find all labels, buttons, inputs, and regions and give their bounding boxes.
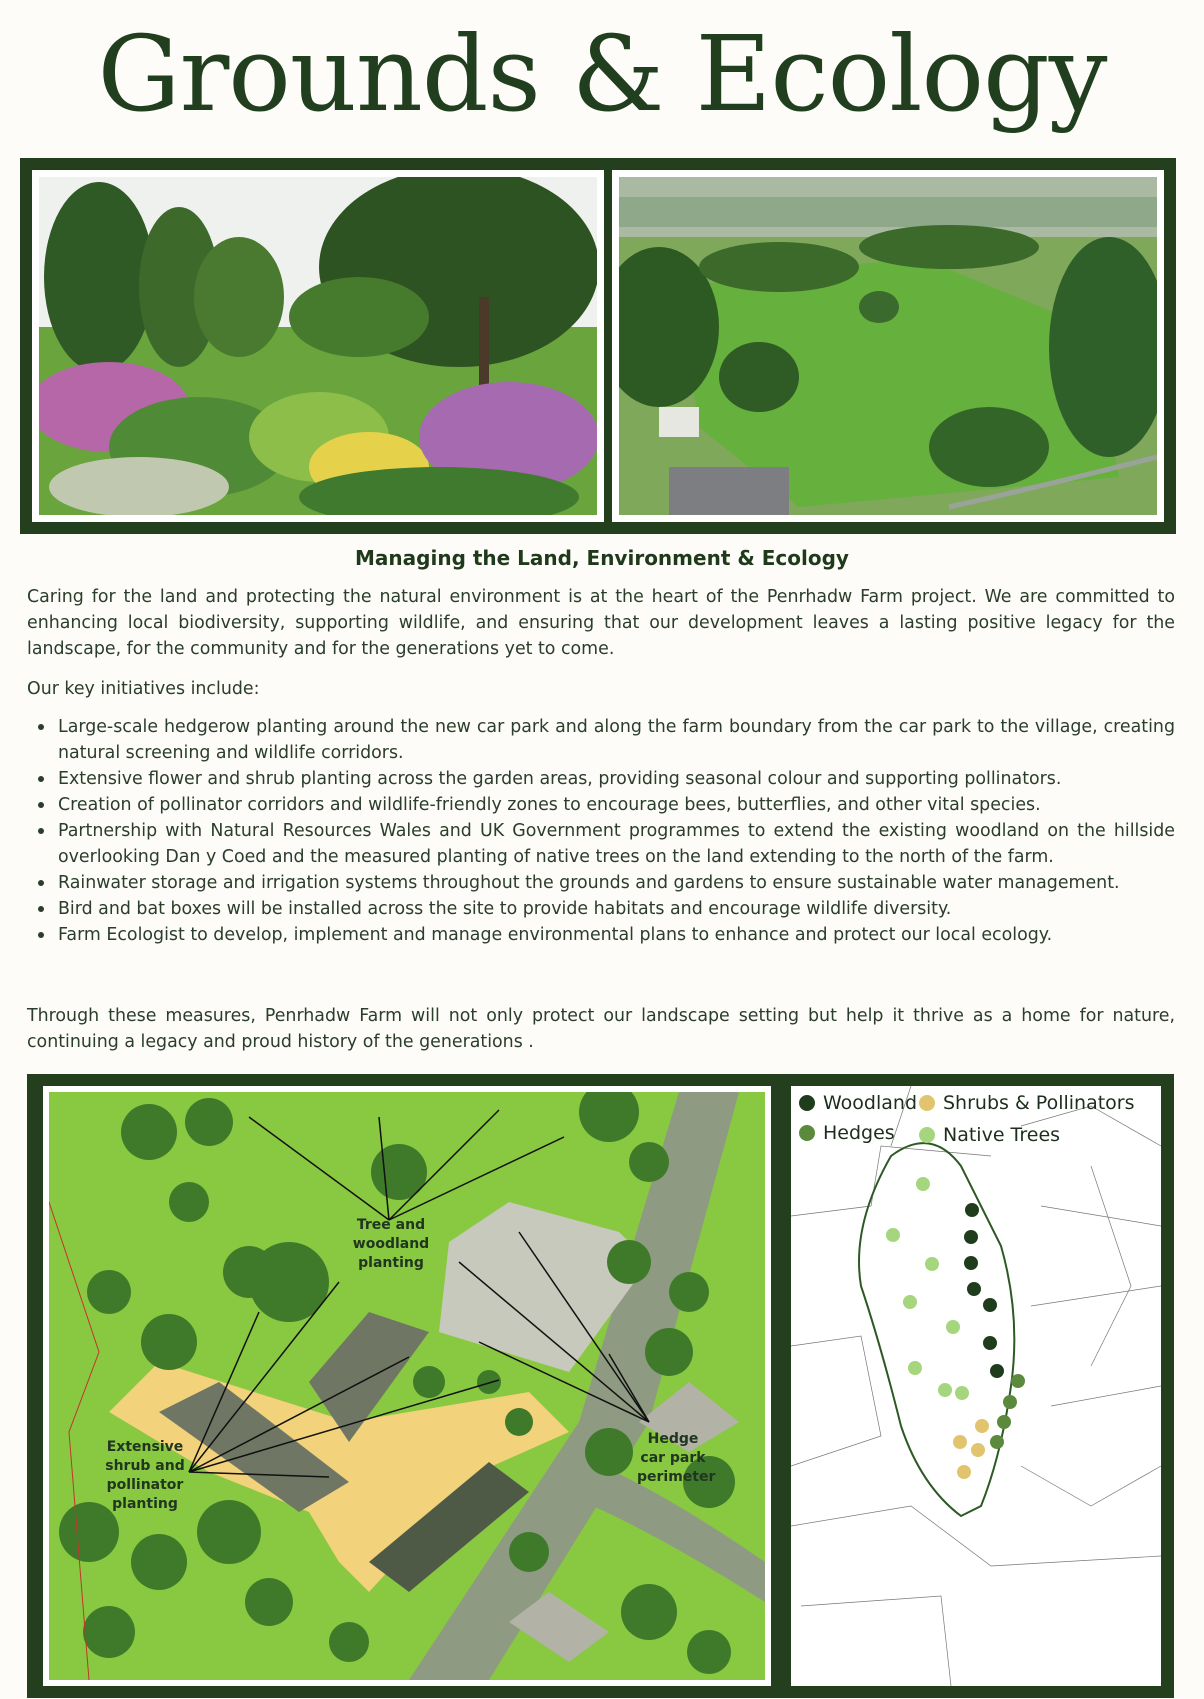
site-plan (43, 1086, 771, 1686)
legend-hedges: Hedges (799, 1122, 895, 1144)
initiatives-list (27, 714, 1175, 948)
legend-woodland: Woodland (799, 1092, 917, 1114)
list-item: Rainwater storage and irrigation systems throughout the grounds and gardens to ensure sustainable water management. (58, 870, 1175, 896)
list-item: Extensive flower and shrub planting across the garden areas, providing seasonal colour and supporting pollinators. (58, 766, 1175, 792)
native-trees-swatch-icon (919, 1127, 935, 1143)
plans-frame (27, 1074, 1174, 1698)
section-subtitle: Managing the Land, Environment & Ecology (355, 546, 849, 570)
label-tree-woodland: Tree and woodland planting (352, 1217, 430, 1271)
list-item: Creation of pollinator corridors and wildlife-friendly zones to encourage bees, butterflies, and other vital species. (58, 792, 1175, 818)
page-title: Grounds & Ecology (97, 13, 1107, 135)
legend-native-trees: Native Trees (919, 1124, 1060, 1146)
flower-garden-photo (32, 170, 604, 522)
hedges-swatch-icon (799, 1125, 815, 1141)
list-item: Farm Ecologist to develop, implement and manage environmental plans to enhance and protect our local ecology. (58, 922, 1175, 948)
list-item: Partnership with Natural Resources Wales and UK Government programmes to extend the existing woodland on the hillside overlooking Dan y Coed and the measured planting of native trees on the land extending to the north of the farm. (58, 818, 1175, 870)
label-hedge-perimeter: Hedge car park perimeter (637, 1431, 716, 1485)
initiatives-lead: Our key initiatives include: (27, 679, 260, 699)
label-shrub-pollinator: Extensive shrub and pollinator planting (105, 1439, 185, 1512)
legend-shrubs: Shrubs & Pollinators (919, 1092, 1135, 1114)
ecology-map (791, 1086, 1161, 1686)
shrubs-swatch-icon (919, 1095, 935, 1111)
intro-paragraph: Caring for the land and protecting the natural environment is at the heart of the Penrhadw Farm project. We are committed to enhancing local biodiversity, supporting wildlife, and ensuring that our development leaves a lasting positive legacy for the landscape, for the community and for the generations yet to come. (27, 587, 1175, 659)
aerial-farm-photo (612, 170, 1164, 522)
woodland-swatch-icon (799, 1095, 815, 1111)
list-item: Bird and bat boxes will be installed across the site to provide habitats and encourage wildlife diversity. (58, 896, 1175, 922)
photo-frame (20, 158, 1176, 534)
list-item: Large-scale hedgerow planting around the new car park and along the farm boundary from the car park to the village, creating natural screening and wildlife corridors. (58, 714, 1175, 766)
closing-paragraph: Through these measures, Penrhadw Farm will not only protect our landscape setting but help it thrive as a home for nature, continuing a legacy and proud history of the generations . (27, 1006, 1175, 1052)
